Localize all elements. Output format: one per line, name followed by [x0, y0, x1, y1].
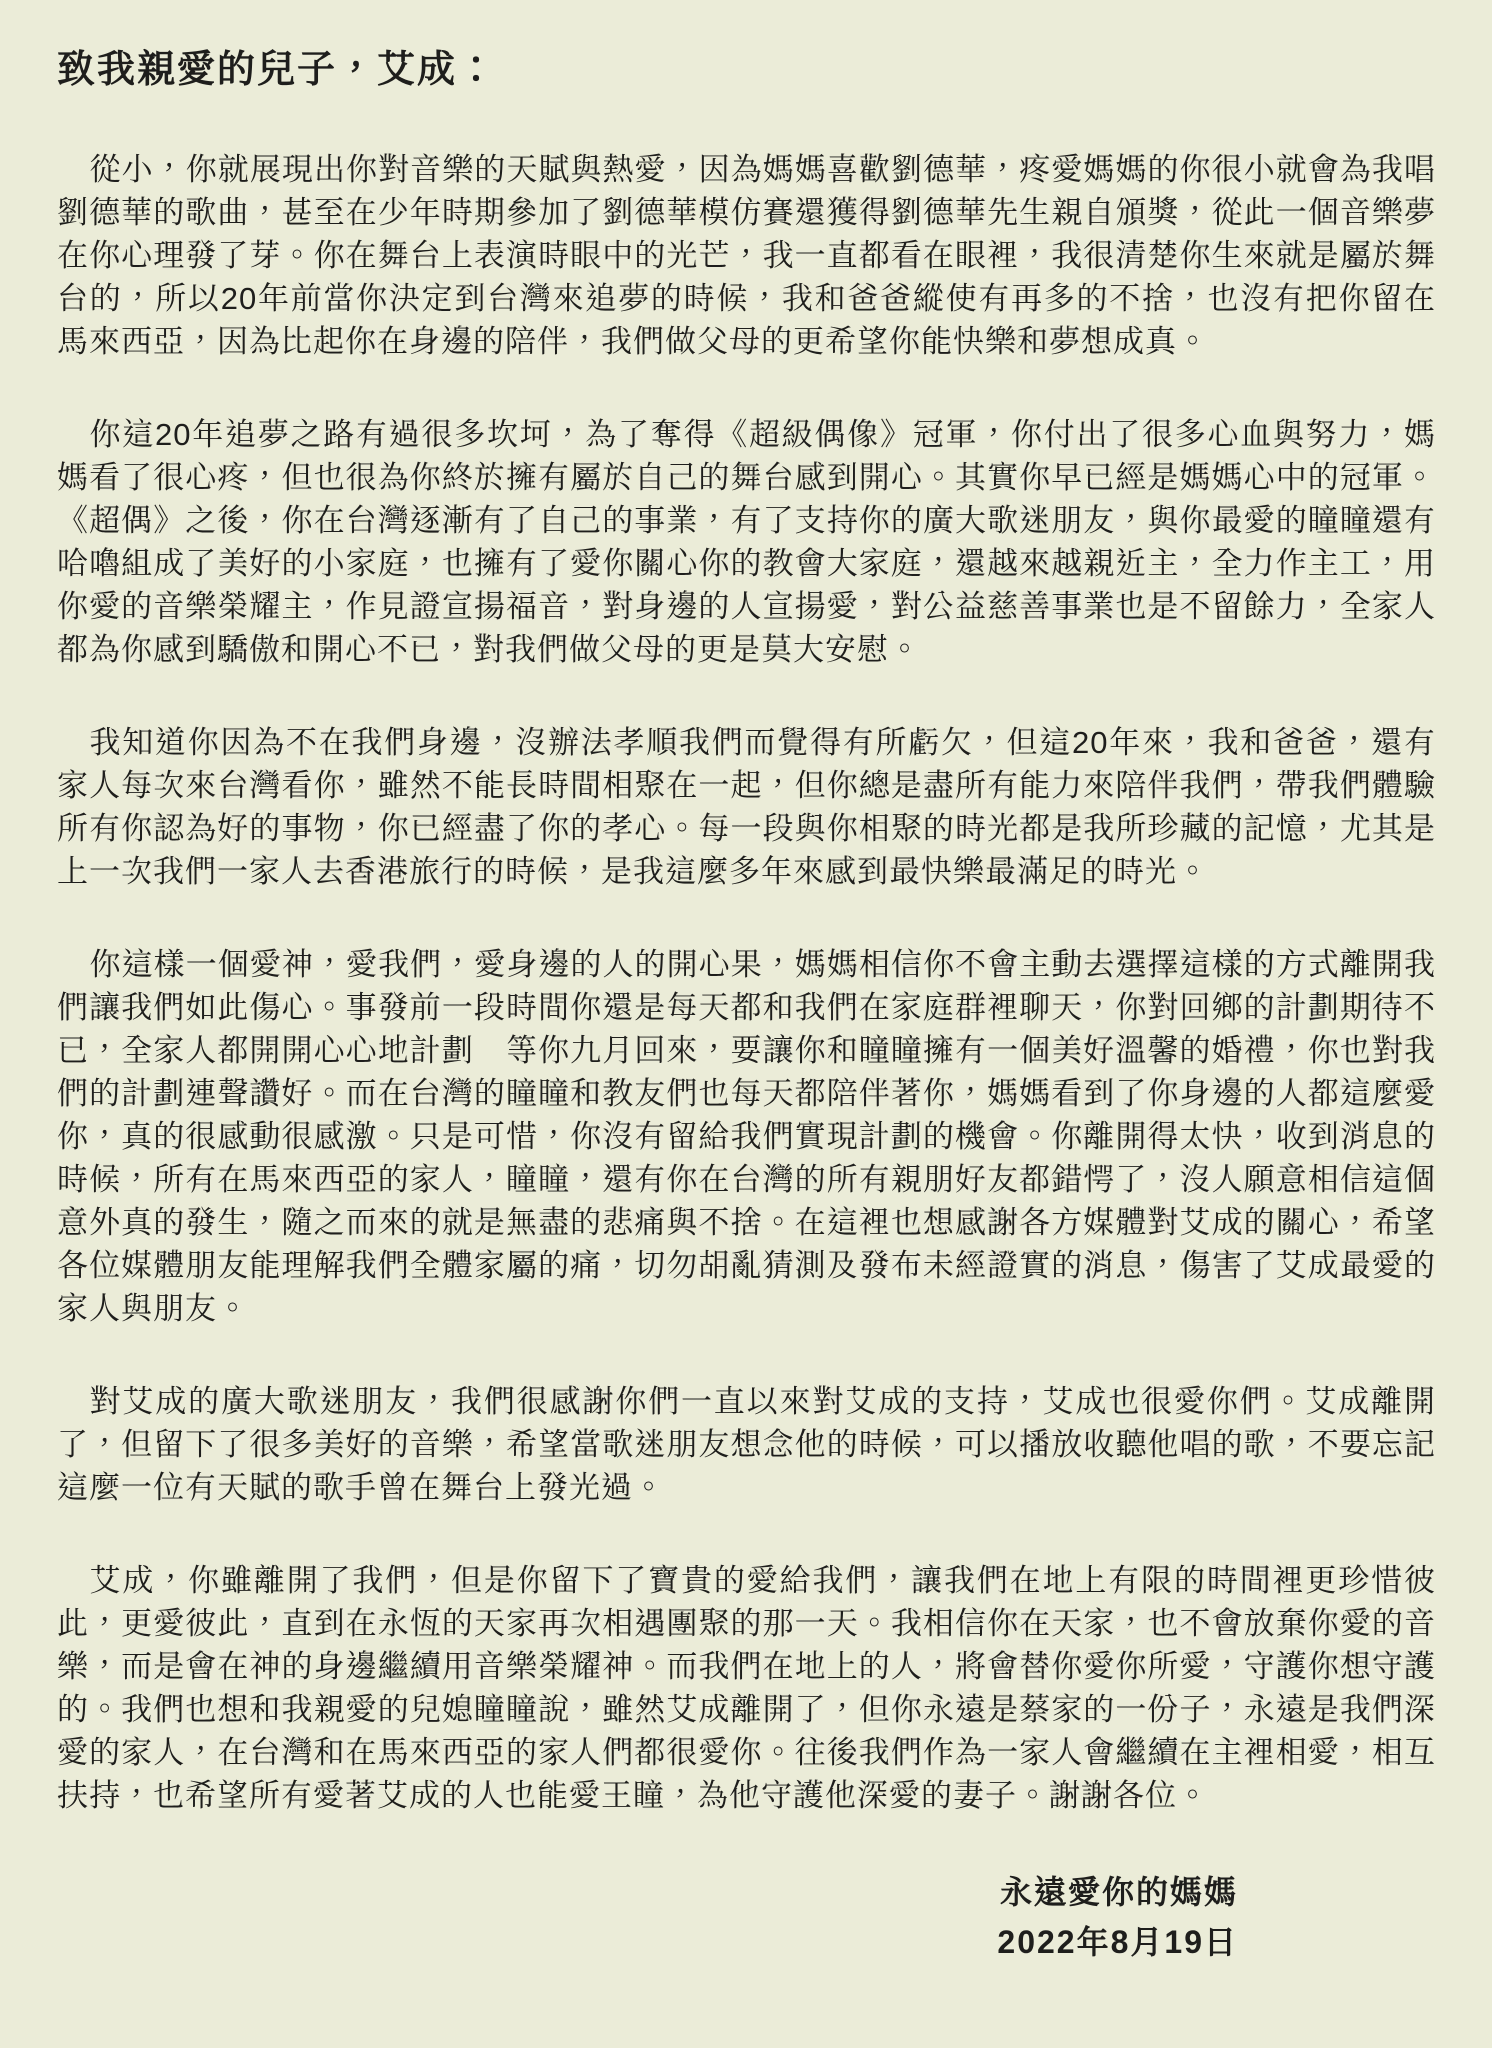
letter-paragraph: 你這20年追夢之路有過很多坎坷，為了奪得《超級偶像》冠軍，你付出了很多心血與努力，媽媽看了很心疼，但也很為你終於擁有屬於自己的舞台感到開心。其實你早已經是媽媽心中的冠軍。《超偶》之後，你在台灣逐漸有了自己的事業，有了支持你的廣大歌迷朋友，與你最愛的瞳瞳還有哈嚕組成了美好的小家庭，也擁有了愛你關心你的教會大家庭，還越來越親近主，全力作主工，用你愛的音樂榮耀主，作見證宣揚福音，對身邊的人宣揚愛，對公益慈善事業也是不留餘力，全家人都為你感到驕傲和開心不已，對我們做父母的更是莫大安慰。 [57, 417, 1436, 667]
letter-paragraph: 我知道你因為不在我們身邊，沒辦法孝順我們而覺得有所虧欠，但這20年來，我和爸爸，還有家人每次來台灣看你，雖然不能長時間相聚在一起，但你總是盡所有能力來陪伴我們，帶我們體驗所有你認為好的事物，你已經盡了你的孝心。每一段與你相聚的時光都是我所珍藏的記憶，尤其是上一次我們一家人去香港旅行的時候，是我這麼多年來感到最快樂最滿足的時光。 [57, 725, 1436, 889]
letter-signature-block [57, 1867, 1436, 1967]
letter-paragraph: 從小，你就展現出你對音樂的天賦與熱愛，因為媽媽喜歡劉德華，疼愛媽媽的你很小就會為我唱劉德華的歌曲，甚至在少年時期參加了劉德華模仿賽還獲得劉德華先生親自頒獎，從此一個音樂夢在你心理發了芽。你在舞台上表演時眼中的光芒，我一直都看在眼裡，我很清楚你生來就是屬於舞台的，所以20年前當你決定到台灣來追夢的時候，我和爸爸縱使有再多的不捨，也沒有把你留在馬來西亞，因為比起你在身邊的陪伴，我們做父母的更希望你能快樂和夢想成真。 [57, 152, 1436, 359]
letter-paragraph: 艾成，你雖離開了我們，但是你留下了寶貴的愛給我們，讓我們在地上有限的時間裡更珍惜彼此，更愛彼此，直到在永恆的天家再次相遇團聚的那一天。我相信你在天家，也不會放棄你愛的音樂，而是會在神的身邊繼續用音樂榮耀神。而我們在地上的人，將會替你愛你所愛，守護你想守護的。我們也想和我親愛的兒媳瞳瞳說，雖然艾成離開了，但你永遠是蔡家的一份子，永遠是我們深愛的家人，在台灣和在馬來西亞的家人們都很愛你。往後我們作為一家人會繼續在主裡相愛，相互扶持，也希望所有愛著艾成的人也能愛王瞳，為他守護他深愛的妻子。謝謝各位。 [57, 1563, 1436, 1813]
letter-signature: 永遠愛你的媽媽 [999, 1874, 1238, 1910]
letter-salutation: 致我親愛的兒子，艾成： [57, 49, 498, 91]
letter-body [57, 148, 1436, 1817]
letter-paragraph: 對艾成的廣大歌迷朋友，我們很感謝你們一直以來對艾成的支持，艾成也很愛你們。艾成離開了，但留下了很多美好的音樂，希望當歌迷朋友想念他的時候，可以播放收聽他唱的歌，不要忘記這麼一位有天賦的歌手曾在舞台上發光過。 [57, 1384, 1436, 1505]
letter-date: 2022年8月19日 [997, 1924, 1238, 1960]
letter-paragraph: 你這樣一個愛神，愛我們，愛身邊的人的開心果，媽媽相信你不會主動去選擇這樣的方式離開我們讓我們如此傷心。事發前一段時間你還是每天都和我們在家庭群裡聊天，你對回鄉的計劃期待不已，全家人都開開心心地計劃 等你九月回來，要讓你和瞳瞳擁有一個美好溫馨的婚禮，你也對我們的計劃連聲讚好。而在台灣的瞳瞳和教友們也每天都陪伴著你，媽媽看到了你身邊的人都這麼愛你，真的很感動很感激。只是可惜，你沒有留給我們實現計劃的機會。你離開得太快，收到消息的時候，所有在馬來西亞的家人，瞳瞳，還有你在台灣的所有親朋好友都錯愕了，沒人願意相信這個意外真的發生，隨之而來的就是無盡的悲痛與不捨。在這裡也想感謝各方媒體對艾成的關心，希望各位媒體朋友能理解我們全體家屬的痛，切勿胡亂猜測及發布未經證實的消息，傷害了艾成最愛的家人與朋友。 [57, 947, 1436, 1326]
